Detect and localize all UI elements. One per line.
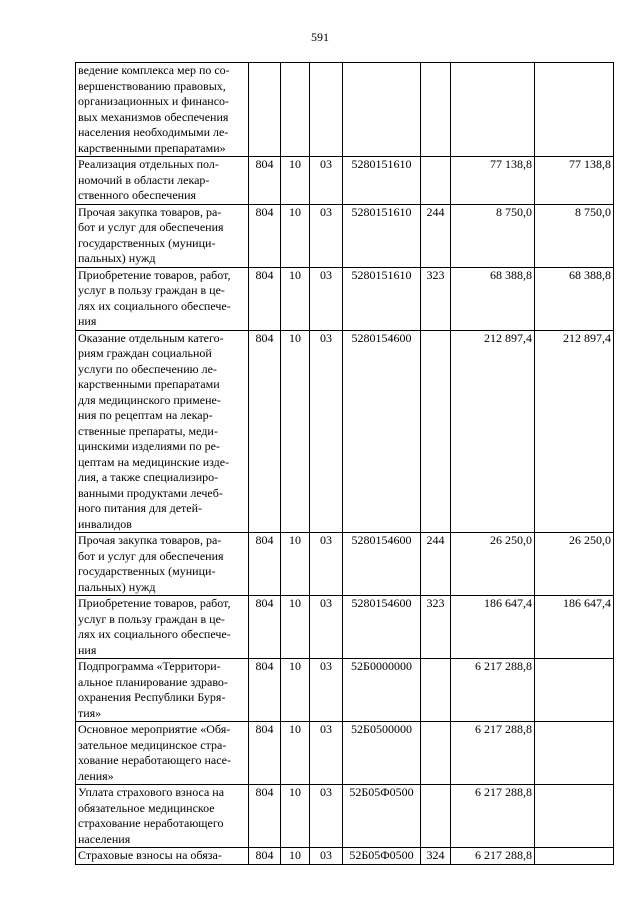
amount-cell bbox=[451, 63, 535, 157]
expense-type-cell: 244 bbox=[421, 204, 451, 267]
target-article-cell: 5280151610 bbox=[343, 267, 421, 330]
name-cell: Прочая закупка товаров, ра- бот и услуг для обеспечения государственных (муници- пальных) нужд bbox=[76, 204, 249, 267]
amount-cell: 68 388,8 bbox=[451, 267, 535, 330]
amount-cell: 6 217 288,8 bbox=[451, 848, 535, 865]
table-row bbox=[76, 596, 614, 659]
section-code-cell: 10 bbox=[281, 157, 310, 205]
amount-second-cell bbox=[535, 848, 614, 865]
expense-type-cell: 244 bbox=[421, 533, 451, 596]
expense-type-cell bbox=[421, 330, 451, 533]
subsection-code-cell: 03 bbox=[310, 267, 343, 330]
target-article-cell bbox=[343, 63, 421, 157]
page-number: 591 bbox=[311, 30, 329, 44]
name-cell: Реализация отдельных пол- номочий в области лекар- ственного обеспечения bbox=[76, 157, 249, 205]
ministry-code-cell bbox=[249, 63, 281, 157]
amount-cell: 212 897,4 bbox=[451, 330, 535, 533]
subsection-code-cell: 03 bbox=[310, 204, 343, 267]
amount-cell: 77 138,8 bbox=[451, 157, 535, 205]
section-code-cell: 10 bbox=[281, 204, 310, 267]
expense-type-cell: 324 bbox=[421, 848, 451, 865]
target-article-cell: 5280151610 bbox=[343, 204, 421, 267]
name-cell: Уплата страхового взноса на обязательное медицинское страхование неработающего населения bbox=[76, 785, 249, 848]
amount-second-cell: 26 250,0 bbox=[535, 533, 614, 596]
amount-second-cell bbox=[535, 722, 614, 785]
ministry-code-cell: 804 bbox=[249, 330, 281, 533]
budget-table bbox=[75, 62, 614, 865]
expense-type-cell bbox=[421, 63, 451, 157]
subsection-code-cell: 03 bbox=[310, 330, 343, 533]
name-cell: Прочая закупка товаров, ра- бот и услуг для обеспечения государственных (муници- пальных) нужд bbox=[76, 533, 249, 596]
section-code-cell: 10 bbox=[281, 722, 310, 785]
expense-type-cell bbox=[421, 722, 451, 785]
table-row bbox=[76, 533, 614, 596]
amount-second-cell: 212 897,4 bbox=[535, 330, 614, 533]
section-code-cell: 10 bbox=[281, 330, 310, 533]
ministry-code-cell: 804 bbox=[249, 204, 281, 267]
table-row bbox=[76, 267, 614, 330]
target-article-cell: 5280154600 bbox=[343, 596, 421, 659]
amount-second-cell bbox=[535, 659, 614, 722]
table-row bbox=[76, 785, 614, 848]
table-row bbox=[76, 848, 614, 865]
amount-cell: 186 647,4 bbox=[451, 596, 535, 659]
ministry-code-cell: 804 bbox=[249, 722, 281, 785]
subsection-code-cell: 03 bbox=[310, 722, 343, 785]
table-row bbox=[76, 659, 614, 722]
ministry-code-cell: 804 bbox=[249, 785, 281, 848]
section-code-cell: 10 bbox=[281, 785, 310, 848]
expense-type-cell bbox=[421, 659, 451, 722]
subsection-code-cell: 03 bbox=[310, 596, 343, 659]
target-article-cell: 5280151610 bbox=[343, 157, 421, 205]
expense-type-cell bbox=[421, 157, 451, 205]
target-article-cell: 52Б05Ф0500 bbox=[343, 848, 421, 865]
amount-second-cell: 8 750,0 bbox=[535, 204, 614, 267]
ministry-code-cell: 804 bbox=[249, 157, 281, 205]
subsection-code-cell: 03 bbox=[310, 848, 343, 865]
amount-cell: 26 250,0 bbox=[451, 533, 535, 596]
name-cell: Приобретение товаров, работ, услуг в пользу граждан в це- лях их социального обеспече- ния bbox=[76, 267, 249, 330]
subsection-code-cell: 03 bbox=[310, 157, 343, 205]
expense-type-cell bbox=[421, 785, 451, 848]
name-cell: Основное мероприятие «Обя- зательное медицинское стра- хование неработающего насе- ления» bbox=[76, 722, 249, 785]
table-row bbox=[76, 204, 614, 267]
target-article-cell: 5280154600 bbox=[343, 533, 421, 596]
amount-second-cell: 77 138,8 bbox=[535, 157, 614, 205]
ministry-code-cell: 804 bbox=[249, 659, 281, 722]
name-cell: Подпрограмма «Территори- альное планирование здраво- охранения Республики Буря- тия» bbox=[76, 659, 249, 722]
ministry-code-cell: 804 bbox=[249, 533, 281, 596]
name-cell: Оказание отдельным катего- риям граждан социальной услуги по обеспечению ле- карственными препаратами для медицинского примене- ния по рецептам на лекар- ственные препараты, меди- цинскими изделиями по ре- цептам на медицинские изде- лия, а также специализиро- ванными продуктами лечеб- ного питания для детей- инвалидов bbox=[76, 330, 249, 533]
table-row bbox=[76, 63, 614, 157]
subsection-code-cell bbox=[310, 63, 343, 157]
subsection-code-cell: 03 bbox=[310, 659, 343, 722]
subsection-code-cell: 03 bbox=[310, 533, 343, 596]
section-code-cell: 10 bbox=[281, 267, 310, 330]
target-article-cell: 52Б0000000 bbox=[343, 659, 421, 722]
target-article-cell: 52Б0500000 bbox=[343, 722, 421, 785]
ministry-code-cell: 804 bbox=[249, 848, 281, 865]
amount-cell: 6 217 288,8 bbox=[451, 785, 535, 848]
section-code-cell: 10 bbox=[281, 659, 310, 722]
subsection-code-cell: 03 bbox=[310, 785, 343, 848]
target-article-cell: 5280154600 bbox=[343, 330, 421, 533]
section-code-cell: 10 bbox=[281, 533, 310, 596]
section-code-cell: 10 bbox=[281, 848, 310, 865]
section-code-cell bbox=[281, 63, 310, 157]
amount-second-cell: 68 388,8 bbox=[535, 267, 614, 330]
target-article-cell: 52Б05Ф0500 bbox=[343, 785, 421, 848]
amount-cell: 6 217 288,8 bbox=[451, 722, 535, 785]
table-row bbox=[76, 722, 614, 785]
section-code-cell: 10 bbox=[281, 596, 310, 659]
expense-type-cell: 323 bbox=[421, 596, 451, 659]
name-cell: Страховые взносы на обяза- bbox=[76, 848, 249, 865]
name-cell: ведение комплекса мер по со- вершенствованию правовых, организационных и финансо- вых механизмов обеспечения населения необходимыми ле- карственными препаратами» bbox=[76, 63, 249, 157]
table-row bbox=[76, 330, 614, 533]
ministry-code-cell: 804 bbox=[249, 596, 281, 659]
amount-cell: 6 217 288,8 bbox=[451, 659, 535, 722]
amount-second-cell bbox=[535, 785, 614, 848]
amount-second-cell bbox=[535, 63, 614, 157]
amount-cell: 8 750,0 bbox=[451, 204, 535, 267]
amount-second-cell: 186 647,4 bbox=[535, 596, 614, 659]
name-cell: Приобретение товаров, работ, услуг в пользу граждан в це- лях их социального обеспече- ния bbox=[76, 596, 249, 659]
expense-type-cell: 323 bbox=[421, 267, 451, 330]
ministry-code-cell: 804 bbox=[249, 267, 281, 330]
table-row bbox=[76, 157, 614, 205]
